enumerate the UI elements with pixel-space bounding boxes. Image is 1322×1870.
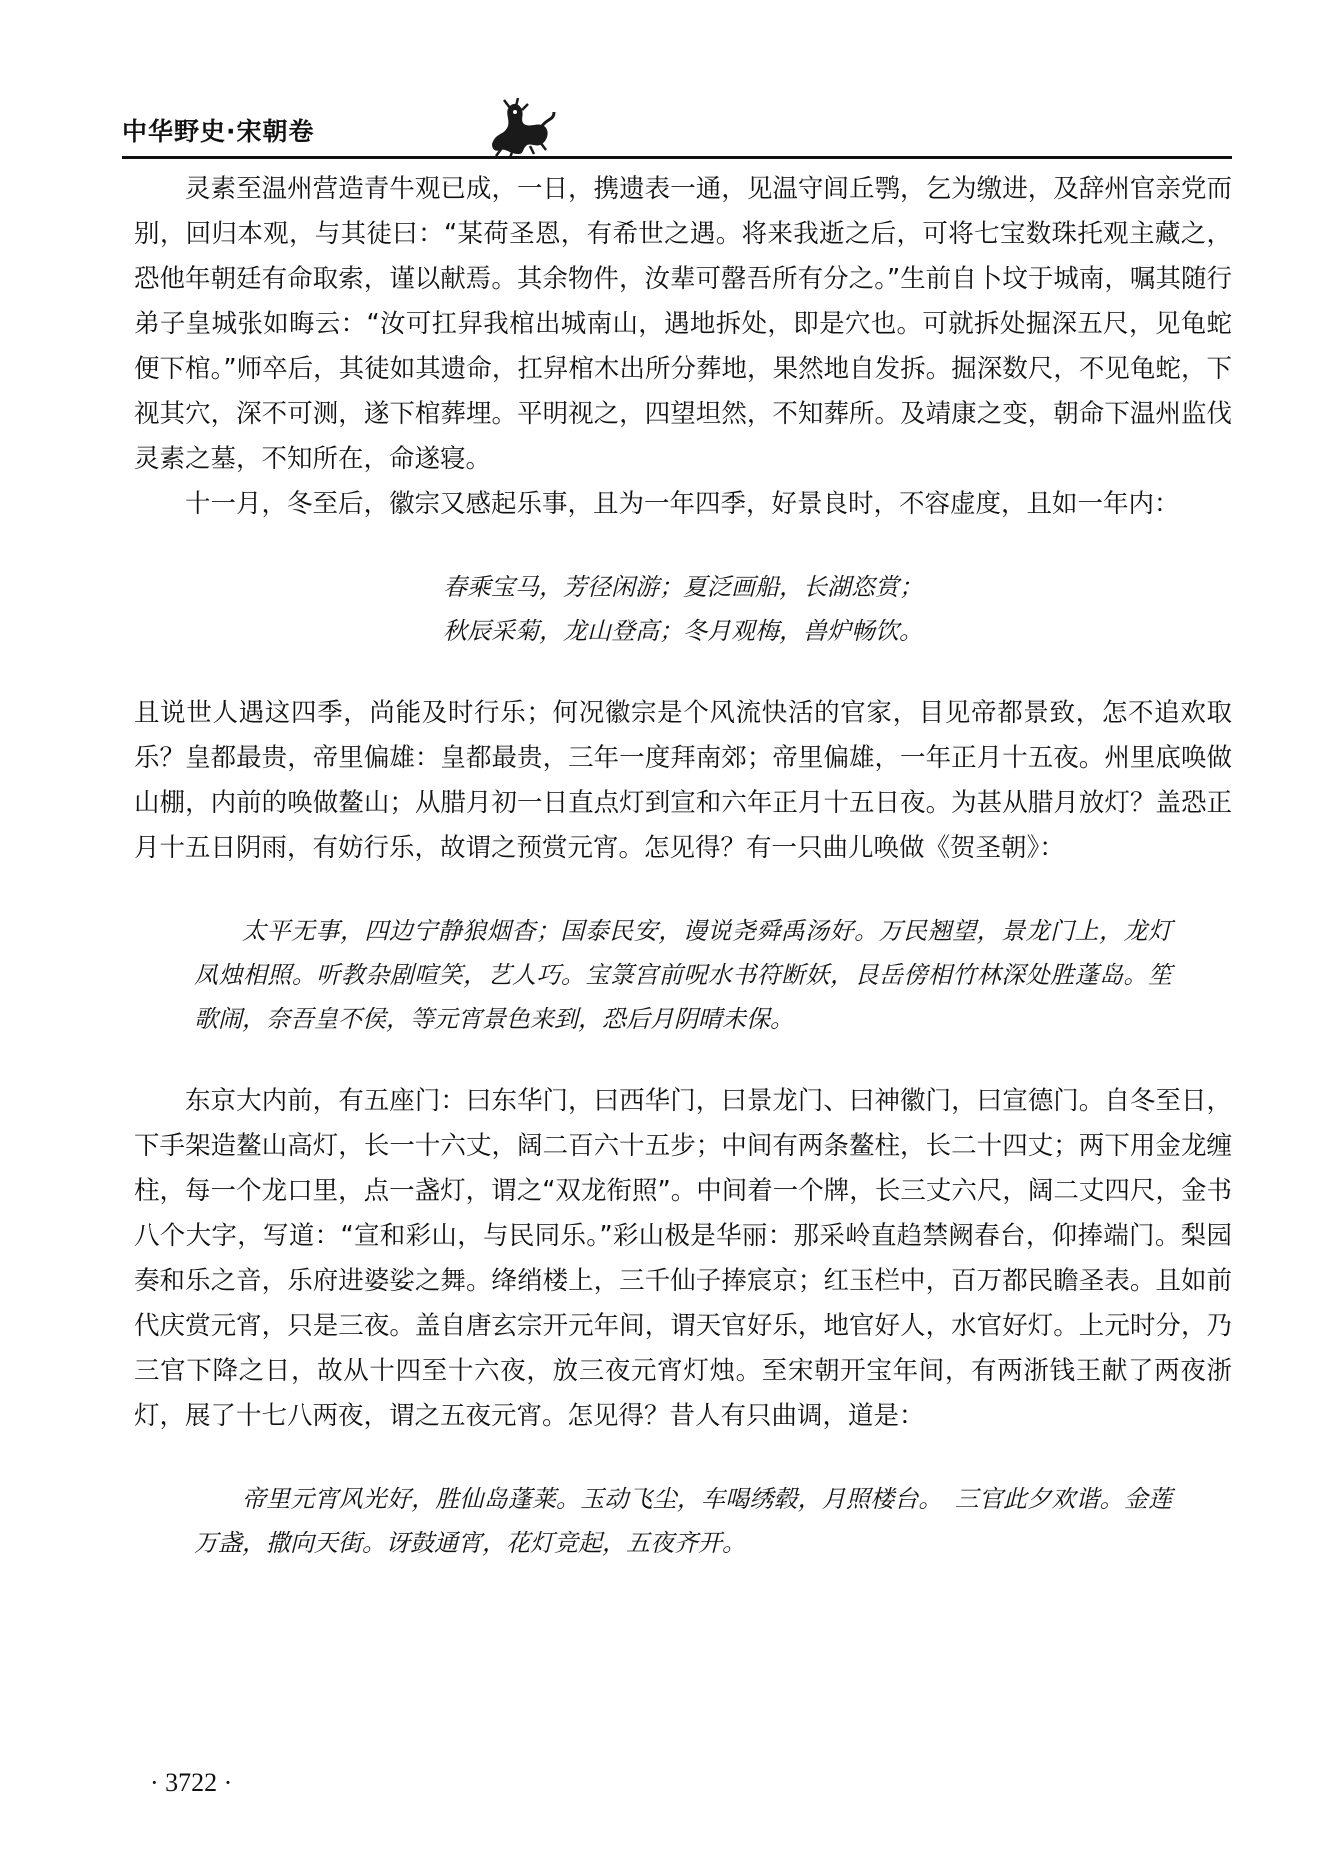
page-body xyxy=(134,167,1232,1603)
verse-line: 秋辰采菊，龙山登高；冬月观梅，兽炉畅饮。 xyxy=(443,617,923,645)
verse-block xyxy=(134,565,1232,653)
ci-poem-block: 太平无事，四边宁静狼烟杳；国泰民安，谩说尧舜禹汤好。万民翘望，景龙门上，龙灯凤烛相照。听教杂剧喧笑，艺人巧。宝箓宫前呪水书符断妖，艮岳傍相竹林深处胜蓬岛。笙歌闹，奈吾皇不侯，等元宵景色来到，恐后月阴晴未保。 xyxy=(194,917,1172,1033)
page-number: · 3722 · xyxy=(150,1768,233,1797)
header-rule xyxy=(122,156,1232,159)
ci-poem-block: 帝里元宵风光好，胜仙岛蓬莱。玉动飞尘，车喝绣毂，月照楼台。 三官此夕欢谐。金莲万盏，撒向天街。讶鼓通宵，花灯竞起，五夜齐开。 xyxy=(194,1485,1172,1557)
verse-line: 春乘宝马，芳径闲游；夏泛画船，长湖恣赏； xyxy=(443,573,923,601)
paragraph: 十一月，冬至后，徽宗又感起乐事，且为一年四季，好景良时，不容虚度，且如一年内： xyxy=(185,489,1180,519)
dragon-emblem-icon xyxy=(482,96,558,158)
paragraph: 且说世人遇这四季，尚能及时行乐；何况徽宗是个风流快活的官家，目见帝都景致，怎不追欢取乐？皇都最贵，帝里偏雄：皇都最贵，三年一度拜南郊；帝里偏雄，一年正月十五夜。州里底唤做山棚，内前的唤做鳌山；从腊月初一日直点灯到宣和六年正月十五日夜。为甚从腊月放灯？盖恐正月十五日阴雨，有妨行乐，故谓之预赏元宵。怎见得？有一只曲儿唤做《贺圣朝》： xyxy=(134,698,1232,863)
page-header xyxy=(122,112,1232,160)
paragraph: 东京大内前，有五座门：曰东华门，曰西华门，曰景龙门、曰神徽门，曰宣德门。自冬至日，下手架造鳌山高灯，长一十六丈，阔二百六十五步；中间有两条鳌柱，长二十四丈；两下用金龙缠柱，每一个龙口里，点一盏灯，谓之“双龙衔照”。中间着一个牌，长三丈六尺，阔二丈四尺，金书八个大字，写道：“宣和彩山，与民同乐。”彩山极是华丽：那采岭直趋禁阙春台，仰捧端门。梨园奏和乐之音，乐府进婆娑之舞。绛绡楼上，三千仙子捧宸京；红玉栏中，百万都民瞻圣表。且如前代庆赏元宵，只是三夜。盖自唐玄宗开元年间，谓天官好乐，地官好人，水官好灯。上元时分，乃三官下降之日，故从十四至十六夜，放三夜元宵灯烛。至宋朝开宝年间，有两浙钱王献了两夜浙灯，展了十七八两夜，谓之五夜元宵。怎见得？昔人有只曲调，道是： xyxy=(134,1086,1232,1431)
paragraph: 灵素至温州营造青牛观已成，一日，携遗表一通，见温守闾丘鹗，乞为缴进，及辞州官亲党而别，回归本观，与其徒曰：“某荷圣恩，有希世之遇。将来我逝之后，可将七宝数珠托观主藏之，恐他年朝廷有命取索，谨以献焉。其余物件，汝辈可罄吾所有分之。”生前自卜坟于城南，嘱其随行弟子皇城张如晦云：“汝可扛舁我棺出城南山，遇地拆处，即是穴也。可就拆处掘深五尺，见龟蛇便下棺。”师卒后，其徒如其遗命，扛舁棺木出所分葬地，果然地自发拆。掘深数尺，不见龟蛇，下视其穴，深不可测，遂下棺葬埋。平明视之，四望坦然，不知葬所。及靖康之变，朝命下温州监伐灵素之墓，不知所在，命遂寝。 xyxy=(134,174,1232,474)
running-title: 中华野史·宋朝卷 xyxy=(122,117,315,146)
